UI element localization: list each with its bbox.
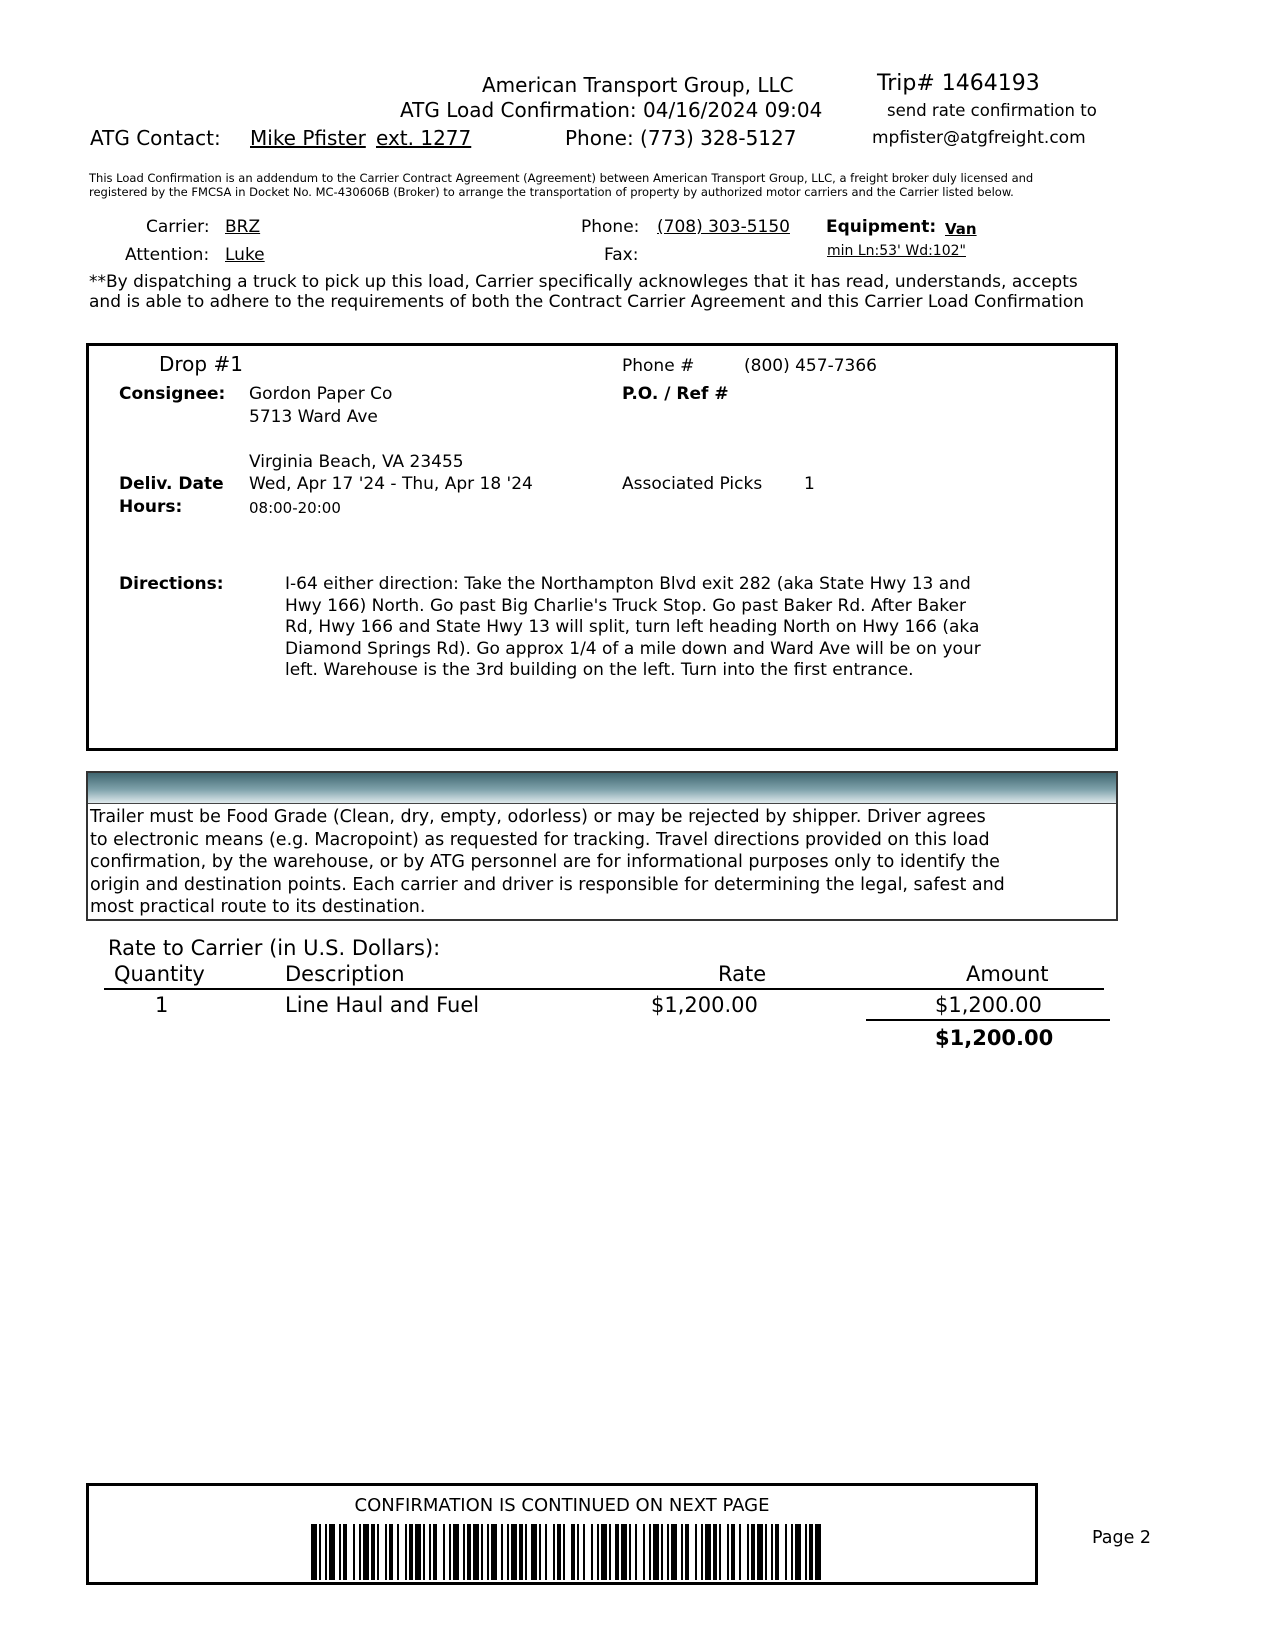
- barcode-bar: [765, 1524, 767, 1580]
- equipment-label: Equipment:: [826, 217, 937, 237]
- notes-header-band: [88, 773, 1116, 804]
- barcode-bar: [467, 1524, 471, 1580]
- rate-header-divider: [104, 988, 1104, 990]
- barcode-bar: [501, 1524, 503, 1580]
- rate-title: Rate to Carrier (in U.S. Dollars):: [108, 936, 441, 960]
- barcode-bar: [443, 1524, 445, 1580]
- drop-phone-label: Phone #: [622, 356, 695, 376]
- barcode-bar: [713, 1524, 717, 1580]
- hours-label: Hours:: [119, 497, 183, 517]
- drop-phone-value: (800) 457-7366: [744, 356, 877, 376]
- acknowledgement-line: and is able to adhere to the requirements of both the Contract Carrier Agreement and this Carrier Load Confirmation: [89, 292, 1085, 312]
- po-ref-label: P.O. / Ref #: [622, 384, 729, 404]
- rate-header-rate: Rate: [718, 962, 767, 986]
- barcode-bar: [681, 1524, 683, 1580]
- barcode-bar: [319, 1524, 321, 1580]
- barcode-bar: [695, 1524, 697, 1580]
- barcode-bar: [705, 1524, 711, 1580]
- carrier-phone-value: (708) 303-5150: [657, 217, 790, 237]
- trip-number: Trip# 1464193: [877, 71, 1040, 96]
- attention-value: Luke: [225, 245, 265, 265]
- directions-line: Diamond Springs Rd). Go approx 1/4 of a mile down and Ward Ave will be on your: [285, 638, 981, 659]
- equipment-value: Van: [945, 220, 977, 238]
- notes-line: to electronic means (e.g. Macropoint) as requested for tracking. Travel directions provided on this load: [90, 829, 990, 850]
- barcode-bar: [739, 1524, 741, 1580]
- notes-line: most practical route to its destination.: [90, 897, 426, 917]
- notes-line: Trailer must be Food Grade (Clean, dry, empty, odorless) or may be rejected by shipper. Driver agrees: [90, 807, 986, 827]
- continued-notice: CONFIRMATION IS CONTINUED ON NEXT PAGE: [354, 1495, 770, 1516]
- barcode-bar: [571, 1524, 575, 1580]
- barcode-bar: [343, 1524, 347, 1580]
- contact-ext: ext. 1277: [376, 126, 472, 150]
- attention-label: Attention:: [125, 245, 210, 265]
- consignee-label: Consignee:: [119, 384, 226, 404]
- deliv-date-value: Wed, Apr 17 '24 - Thu, Apr 18 '24: [249, 474, 533, 494]
- barcode-bar: [507, 1524, 509, 1580]
- barcode-bar: [685, 1524, 689, 1580]
- barcode-bar: [311, 1524, 317, 1580]
- deliv-date-label: Deliv. Date: [119, 474, 224, 494]
- barcode-bar: [621, 1524, 627, 1580]
- barcode-bar: [751, 1524, 755, 1580]
- barcode-bar: [409, 1524, 413, 1580]
- barcode-bar: [629, 1524, 631, 1580]
- associated-picks-label: Associated Picks: [622, 474, 763, 494]
- directions-label: Directions:: [119, 574, 224, 594]
- barcode-bar: [601, 1524, 607, 1580]
- acknowledgement-line: **By dispatching a truck to pick up this load, Carrier specifically acknowleges that it has read, understands, accepts: [89, 272, 1078, 292]
- barcode-bar: [525, 1524, 527, 1580]
- barcode-bar: [545, 1524, 547, 1580]
- hours-value: 08:00-20:00: [249, 499, 341, 517]
- barcode-bar: [747, 1524, 749, 1580]
- rate-header-description: Description: [285, 962, 405, 986]
- disclaimer-line: registered by the FMCSA in Docket No. MC-430606B (Broker) to arrange the transportation of property by authorized motor carriers and the Carrier listed below.: [89, 185, 1014, 199]
- barcode-bar: [539, 1524, 541, 1580]
- drop-section: [86, 343, 1118, 751]
- barcode-bar: [815, 1524, 821, 1580]
- barcode-bar: [615, 1524, 619, 1580]
- barcode-bar: [415, 1524, 421, 1580]
- barcode-bar: [609, 1524, 611, 1580]
- page-number: Page 2: [1092, 1528, 1152, 1548]
- notes-line: origin and destination points. Each carrier and driver is responsible for determining the legal, safest and: [90, 874, 1005, 895]
- equipment-dims: min Ln:53' Wd:102": [827, 243, 966, 259]
- directions-line: left. Warehouse is the 3rd building on the left. Turn into the first entrance.: [285, 660, 914, 680]
- barcode-bar: [791, 1524, 793, 1580]
- barcode-bar: [727, 1524, 729, 1580]
- barcode-bar: [397, 1524, 399, 1580]
- rate-total: $1,200.00: [935, 1026, 1054, 1050]
- barcode-bar: [473, 1524, 479, 1580]
- barcode-bar: [377, 1524, 379, 1580]
- barcode-bar: [785, 1524, 787, 1580]
- barcode-bar: [429, 1524, 431, 1580]
- rate-row-amount: $1,200.00: [935, 993, 1042, 1017]
- carrier-label: Carrier:: [146, 217, 210, 237]
- directions-line: Rd, Hwy 166 and State Hwy 13 will split, turn left heading North on Hwy 166 (aka: [285, 617, 980, 637]
- barcode-bar: [757, 1524, 763, 1580]
- barcode-bar: [463, 1524, 465, 1580]
- barcode-bar: [453, 1524, 459, 1580]
- contact-label: ATG Contact:: [90, 126, 221, 150]
- barcode-bar: [359, 1524, 361, 1580]
- barcode-bar: [531, 1524, 537, 1580]
- disclaimer-line: This Load Confirmation is an addendum to the Carrier Contract Agreement (Agreement) between American Transport Group, LLC, a freight broker duly licensed and: [89, 171, 1034, 185]
- consignee-city: Virginia Beach, VA 23455: [249, 452, 464, 472]
- notes-text: [88, 804, 1116, 919]
- barcode-bar: [805, 1524, 807, 1580]
- barcode-bar: [449, 1524, 451, 1580]
- barcode-bar: [643, 1524, 645, 1580]
- barcode-bar: [731, 1524, 735, 1580]
- contact-name: Mike Pfister: [250, 126, 366, 150]
- barcode-bar: [339, 1524, 341, 1580]
- barcode-bar: [771, 1524, 773, 1580]
- barcode-bar: [519, 1524, 523, 1580]
- barcode-bar: [325, 1524, 327, 1580]
- barcode-bar: [719, 1524, 721, 1580]
- consignee-name: Gordon Paper Co: [249, 384, 393, 404]
- barcode-bar: [577, 1524, 579, 1580]
- barcode-bar: [649, 1524, 651, 1580]
- rate-row-quantity: 1: [155, 993, 169, 1017]
- barcode-bar: [597, 1524, 599, 1580]
- directions-line: Hwy 166) North. Go past Big Charlie's Truck Stop. Go past Baker Rd. After Baker: [285, 595, 966, 616]
- barcode-bar: [775, 1524, 779, 1580]
- barcode-bar: [635, 1524, 637, 1580]
- rate-row-rate: $1,200.00: [651, 993, 758, 1017]
- associated-picks-value: 1: [804, 474, 815, 494]
- barcode-bar: [591, 1524, 593, 1580]
- barcode-bar: [363, 1524, 369, 1580]
- barcode-bar: [511, 1524, 517, 1580]
- directions-line: I-64 either direction: Take the Northampton Blvd exit 282 (aka State Hwy 13 and: [285, 574, 971, 594]
- consignee-address: 5713 Ward Ave: [249, 407, 378, 427]
- fax-label: Fax:: [604, 245, 639, 265]
- barcode-bar: [405, 1524, 407, 1580]
- barcode-bar: [701, 1524, 703, 1580]
- barcode-bar: [553, 1524, 555, 1580]
- barcode-bar: [795, 1524, 801, 1580]
- barcode-bar: [809, 1524, 813, 1580]
- load-confirmation-date: ATG Load Confirmation: 04/16/2024 09:04: [400, 98, 823, 122]
- send-rate-note: send rate confirmation to: [887, 101, 1097, 120]
- rate-row-description: Line Haul and Fuel: [285, 993, 480, 1017]
- drop-title: Drop #1: [159, 352, 243, 376]
- barcode-bar: [491, 1524, 497, 1580]
- rate-header-amount: Amount: [966, 962, 1049, 986]
- notes-line: confirmation, by the warehouse, or by ATG personnel are for informational purposes only to identify the: [90, 852, 1000, 872]
- barcode-bar: [353, 1524, 355, 1580]
- rate-header-quantity: Quantity: [114, 962, 205, 986]
- barcode-icon: [311, 1524, 823, 1580]
- company-name: American Transport Group, LLC: [482, 73, 794, 97]
- directions-text: [285, 574, 981, 682]
- barcode-bar: [481, 1524, 483, 1580]
- carrier-value: BRZ: [225, 217, 261, 237]
- acknowledgement-text: [89, 272, 1084, 312]
- notes-section: [86, 771, 1118, 921]
- barcode-bar: [583, 1524, 585, 1580]
- rate-total-divider: [866, 1019, 1110, 1021]
- barcode-bar: [329, 1524, 335, 1580]
- barcode-bar: [389, 1524, 393, 1580]
- barcode-bar: [671, 1524, 677, 1580]
- continuation-box: [86, 1483, 1038, 1585]
- barcode-bar: [385, 1524, 387, 1580]
- barcode-bar: [371, 1524, 375, 1580]
- barcode-bar: [563, 1524, 565, 1580]
- barcode-bar: [487, 1524, 489, 1580]
- contact-phone: Phone: (773) 328-5127: [565, 126, 797, 150]
- disclaimer-text: [89, 171, 1033, 199]
- barcode-bar: [653, 1524, 659, 1580]
- barcode-bar: [423, 1524, 425, 1580]
- contact-email: mpfister@atgfreight.com: [872, 128, 1086, 148]
- barcode-bar: [667, 1524, 669, 1580]
- carrier-phone-label: Phone:: [581, 217, 640, 237]
- barcode-bar: [433, 1524, 437, 1580]
- barcode-bar: [557, 1524, 561, 1580]
- barcode-bar: [661, 1524, 663, 1580]
